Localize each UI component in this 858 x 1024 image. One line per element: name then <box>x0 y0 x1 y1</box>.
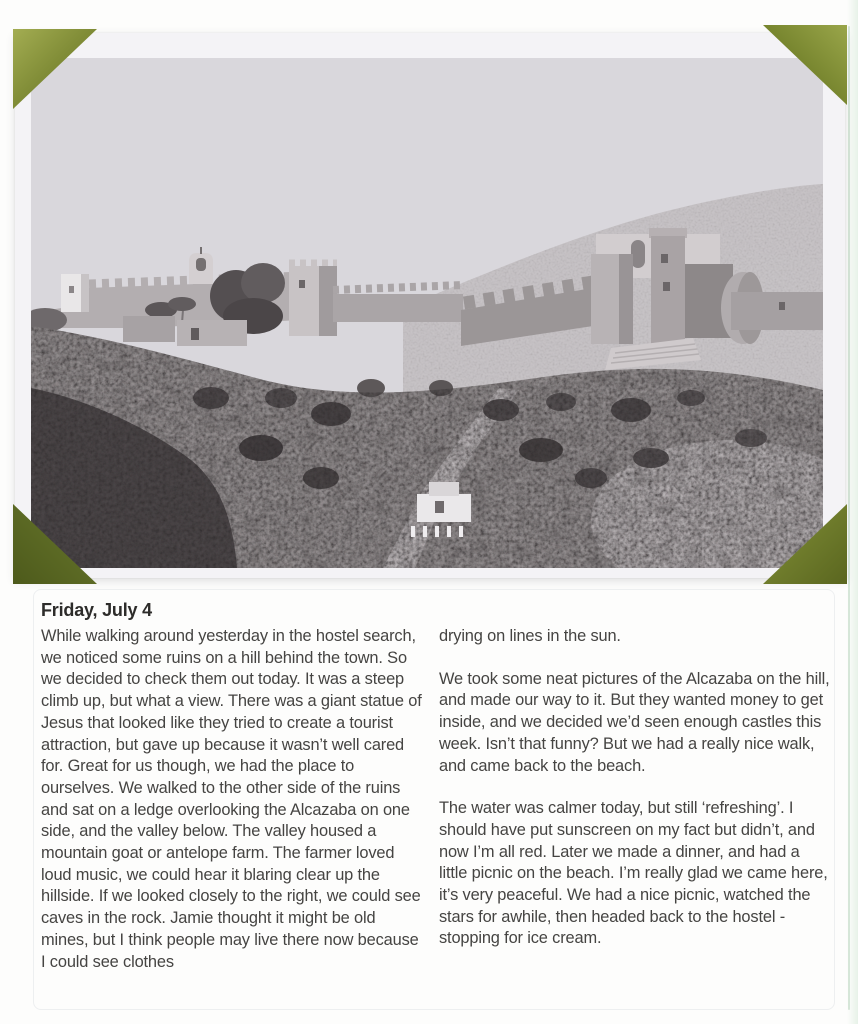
entry-paragraph: drying on lines in the sun. <box>439 627 621 645</box>
entry-paragraph: While walking around yesterday in the hostel search, we noticed some ruins on a hill behind the town. So we decided to check them out today. It was a steep climb up, but what a view. There was a giant statue of Jesus that looked like they tried to create a tourist attraction, but gave up because it wasn’t well cared for. Great for us though, we had the place to ourselves. We walked to the other side of the ruins and sat on a ledge overlooking the Alcazaba on one side, and the valley below. The valley housed a mountain goat or antelope farm. The farmer loved loud music, we could hear it blaring clear up the hillside. If we looked closely to the right, we could see caves in the rock. Jamie thought it might be old mines, but I think people may live there now because I could see clothes <box>41 627 422 971</box>
alcazaba-photo-illustration <box>31 58 823 568</box>
journal-entry <box>33 589 835 1010</box>
entry-title: Friday, July 4 <box>41 600 152 620</box>
journal-left-column <box>41 599 426 1009</box>
photo-print <box>15 33 845 578</box>
entry-paragraph: We took some neat pictures of the Alcazaba on the hill, and made our way to it. But they wanted money to get inside, and we decided we’d seen enough castles this week. Isn’t that funny? But we had a really nice walk, and came back to the beach. <box>439 669 830 775</box>
page-edge-green-line <box>848 26 850 1010</box>
alcazaba-photo <box>31 58 823 568</box>
journal-right-column <box>439 599 831 1009</box>
entry-paragraph: The water was calmer today, but still ‘refreshing’. I should have put sunscreen on my fact but didn’t, and now I’m all red. Later we made a dinner, and had a little picnic on the beach. I’m really glad we came here, it’s very peaceful. We had a nice picnic, watched the stars for awhile, then headed back to the hostel - stopping for ice cream. <box>439 799 828 948</box>
